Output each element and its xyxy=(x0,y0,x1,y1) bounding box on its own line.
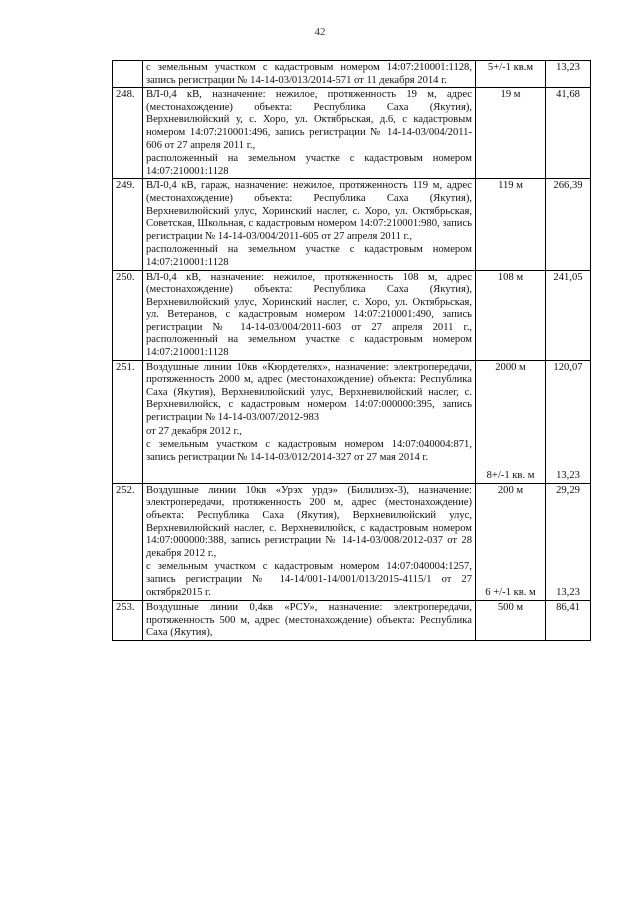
row-quantity xyxy=(476,360,546,483)
row-value xyxy=(546,61,591,88)
description-paragraph: ВЛ-0,4 кВ, назначение: нежилое, протяженность 19 м, адрес (местонахождение) объекта: Республика Саха (Якутия), Верхневилюйский у, с. Хоро, ул. Октябрьская, д.6, с кадастровым номером 14:07:210001:496, запись регистрации № 14-14-03/004/2011-606 от 27 апреля 2011 г., xyxy=(146,89,472,151)
description-paragraph: Воздушные линии 0,4кв «РСУ», назначение: электропередачи, протяженность 500 м, адрес (местонахождение) объекта: Республика Саха (Якутия), xyxy=(146,602,472,639)
description-paragraph: Воздушные линии 10кв «Урэх урдэ» (Билилиэх-3), назначение: электропередачи, протяженность 200 м, адрес (местонахождение) объекта: Республика Саха (Якутия), Верхневилюйский улус, Верхневилюйский наслег, с. Верхневилюйск, с кадастровым номером 14:07:000000:388, запись регистрации № 14-14-03/008/2012-037 от 28 декабря 2012 г., xyxy=(146,484,472,559)
table-row xyxy=(113,88,591,179)
row-quantity xyxy=(476,270,546,360)
row-quantity xyxy=(476,601,546,641)
row-quantity xyxy=(476,483,546,600)
value-text: 13,23 xyxy=(556,587,580,599)
table-row xyxy=(113,179,591,270)
description-paragraph: с земельным участком с кадастровым номером 14:07:040004:871, запись регистрации № 14-14-03/012/2014-327 от 27 мая 2014 г. xyxy=(146,439,472,463)
quantity-text: 8+/-1 кв. м xyxy=(486,470,535,482)
table-row xyxy=(113,483,591,600)
row-description xyxy=(143,601,476,641)
quantity-text: 500 м xyxy=(497,602,524,614)
quantity-text: 200 м xyxy=(497,484,524,496)
quantity-text: 6 +/-1 кв. м xyxy=(485,587,536,599)
quantity-text: 5+/-1 кв.м xyxy=(487,62,534,73)
description-paragraph: с земельным участком с кадастровым номером 14:07:040004:1257, запись регистрации № 14-14/001-14/001/013/2015-4115/1 от 27 октября2015 г. xyxy=(146,561,472,598)
value-text: 266,39 xyxy=(553,180,583,192)
row-number: 251. xyxy=(113,360,143,483)
description-paragraph: расположенный на земельном участке с кадастровым номером 14:07:210001:1128 xyxy=(146,244,472,268)
description-paragraph: расположенный на земельном участке с кадастровым номером 14:07:210001:1128 xyxy=(146,153,472,177)
row-value xyxy=(546,601,591,641)
row-quantity xyxy=(476,61,546,88)
row-quantity xyxy=(476,88,546,179)
row-description xyxy=(143,179,476,270)
row-number: 253. xyxy=(113,601,143,641)
row-description xyxy=(143,360,476,483)
quantity-text: 119 м xyxy=(498,180,523,192)
description-paragraph: ВЛ-0,4 кВ, гараж, назначение: нежилое, протяженность 119 м, адрес (местонахождение) объекта: Республика Саха (Якутия), Верхневилюйский улус, Хоринский наслег, с. Хоро, ул. Октябрьская, Советская, Школьная, с кадастровым номером 14:07:210001:980, запись регистрации № 14-14-03/004/2011-605 от 27 апреля 2011 г., xyxy=(146,180,472,242)
page-number: 42 xyxy=(314,26,326,38)
table-row xyxy=(113,360,591,483)
row-number xyxy=(113,61,143,88)
value-text: 13,23 xyxy=(556,470,580,482)
value-text: 120,07 xyxy=(553,361,583,373)
table-row xyxy=(113,601,591,641)
quantity-text: 108 м xyxy=(497,271,524,283)
value-text: 86,41 xyxy=(556,602,580,614)
row-value xyxy=(546,483,591,600)
row-value xyxy=(546,88,591,179)
description-paragraph: с земельным участком с кадастровым номером 14:07:210001:1128, запись регистрации № 14-14-03/013/2014-571 от 11 декабря 2014 г. xyxy=(146,62,472,86)
row-number: 248. xyxy=(113,88,143,179)
row-value xyxy=(546,270,591,360)
description-paragraph: ВЛ-0,4 кВ, назначение: нежилое, протяженность 108 м, адрес (местонахождение) объекта: Республика Саха (Якутия), Верхневилюйский улус, Хоринский наслег, с. Хоро, ул. Октябрьская, ул. Ветеранов, с кадастровым номером 14:07:210001:490, запись регистрации № 14-14-03/004/2011-603 от 27 апреля 2011 г., расположенный на земельном участке с кадастровым номером 14:07:210001:1128 xyxy=(146,271,472,359)
row-value xyxy=(546,179,591,270)
row-quantity xyxy=(476,179,546,270)
row-description xyxy=(143,61,476,88)
value-text: 13,23 xyxy=(556,62,580,73)
quantity-text: 2000 м xyxy=(495,361,526,373)
description-paragraph: Воздушные линии 10кв «Кюрдетелях», назначение: электропередачи, протяженность 2000 м, адрес (местонахождение) объекта: Республика Саха (Якутия), Верхневилюйский улус, Верхневилюйский наслег, с. Верхневилюйск, с кадастровым номером 14:07:000000:395, запись регистрации № 14-14-03/007/2012-983 xyxy=(146,361,472,424)
value-text: 29,29 xyxy=(556,484,580,496)
registry-body xyxy=(113,61,591,641)
row-description xyxy=(143,270,476,360)
property-registry-table xyxy=(112,60,591,641)
row-number: 250. xyxy=(113,270,143,360)
table-row xyxy=(113,270,591,360)
row-number: 252. xyxy=(113,483,143,600)
table-row xyxy=(113,61,591,88)
row-number: 249. xyxy=(113,179,143,270)
value-text: 41,68 xyxy=(556,89,580,101)
row-description xyxy=(143,88,476,179)
row-value xyxy=(546,360,591,483)
row-description xyxy=(143,483,476,600)
description-paragraph: от 27 декабря 2012 г., xyxy=(146,425,242,437)
value-text: 241,05 xyxy=(553,271,583,283)
quantity-text: 19 м xyxy=(500,89,521,101)
